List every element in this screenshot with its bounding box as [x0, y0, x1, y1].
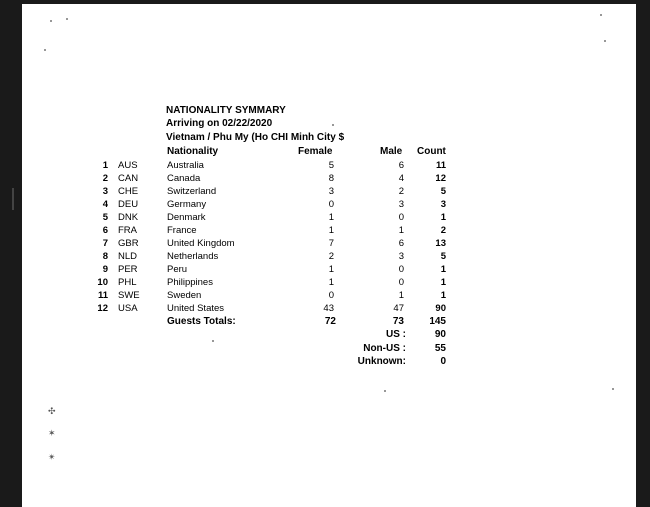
country-name: United States — [167, 303, 225, 314]
scan-speck — [212, 340, 214, 342]
male-total: 73 — [392, 316, 404, 327]
non-us-label: Non-US : — [363, 343, 406, 354]
country-code: DEU — [118, 199, 139, 210]
arrival-date-line: Arriving on 02/22/2020 — [166, 118, 273, 129]
table-row — [22, 303, 636, 316]
female-count: 5 — [328, 160, 334, 171]
scan-scribble: ✶ — [48, 429, 56, 439]
unknown-total: 0 — [440, 356, 446, 367]
row-index: 3 — [102, 186, 108, 197]
female-count: 1 — [328, 264, 334, 275]
total-count: 2 — [440, 225, 446, 236]
male-count: 3 — [398, 199, 404, 210]
row-index: 5 — [102, 212, 108, 223]
country-name: Denmark — [167, 212, 206, 223]
scan-scribble: ✣ — [48, 407, 56, 417]
total-count: 1 — [440, 264, 446, 275]
table-row — [22, 238, 636, 251]
country-code: NLD — [118, 251, 138, 262]
country-name: Switzerland — [167, 186, 217, 197]
male-count: 0 — [398, 212, 404, 223]
country-code: GBR — [118, 238, 139, 249]
female-count: 1 — [328, 225, 334, 236]
total-count: 12 — [435, 173, 446, 184]
country-name: France — [167, 225, 197, 236]
country-code: PER — [118, 264, 138, 275]
total-count: 1 — [440, 277, 446, 288]
row-index: 7 — [102, 238, 108, 249]
scan-speck — [604, 40, 606, 42]
scan-speck — [612, 388, 614, 390]
country-name: Netherlands — [167, 251, 219, 262]
total-count: 11 — [435, 160, 446, 171]
male-count: 1 — [398, 225, 404, 236]
table-row — [22, 186, 636, 199]
country-name: Australia — [167, 160, 204, 171]
scan-speck — [66, 18, 68, 20]
total-count: 1 — [440, 290, 446, 301]
female-count: 7 — [328, 238, 334, 249]
female-count: 0 — [328, 290, 334, 301]
country-code: CAN — [118, 173, 139, 184]
location-line: Vietnam / Phu My (Ho CHI Minh City $ — [166, 132, 345, 143]
female-total: 72 — [324, 316, 336, 327]
male-count: 47 — [393, 303, 404, 314]
female-count: 8 — [328, 173, 334, 184]
unknown-label: Unknown: — [357, 356, 406, 367]
row-index: 2 — [102, 173, 108, 184]
table-row — [22, 160, 636, 173]
country-code: CHE — [118, 186, 139, 197]
row-index: 4 — [102, 199, 108, 210]
male-count: 0 — [398, 277, 404, 288]
grand-total: 145 — [429, 316, 446, 327]
male-count: 6 — [398, 160, 404, 171]
row-index: 10 — [97, 277, 108, 288]
guests-totals-label: Guests Totals: — [167, 316, 236, 327]
country-code: DNK — [118, 212, 139, 223]
table-row — [22, 199, 636, 212]
total-count: 5 — [440, 186, 446, 197]
female-count: 43 — [323, 303, 334, 314]
male-count: 0 — [398, 264, 404, 275]
scan-speck — [44, 49, 46, 51]
total-count: 90 — [435, 303, 446, 314]
column-header-count: Count — [417, 146, 446, 157]
table-row — [22, 264, 636, 277]
scan-speck — [384, 390, 386, 392]
scan-speck — [50, 20, 52, 22]
scan-speck — [600, 14, 602, 16]
male-count: 6 — [398, 238, 404, 249]
country-name: Peru — [167, 264, 188, 275]
male-count: 3 — [398, 251, 404, 262]
country-code: FRA — [118, 225, 137, 236]
total-count: 1 — [440, 212, 446, 223]
row-index: 8 — [102, 251, 108, 262]
male-count: 2 — [398, 186, 404, 197]
male-count: 1 — [398, 290, 404, 301]
non-us-total: 55 — [434, 343, 446, 354]
table-row — [22, 212, 636, 225]
country-name: Sweden — [167, 290, 202, 301]
table-row — [22, 225, 636, 238]
female-count: 3 — [328, 186, 334, 197]
scan-speck — [332, 124, 334, 126]
female-count: 0 — [328, 199, 334, 210]
table-row — [22, 277, 636, 290]
total-count: 3 — [440, 199, 446, 210]
row-index: 12 — [97, 303, 108, 314]
male-count: 4 — [398, 173, 404, 184]
column-header-nationality: Nationality — [167, 146, 219, 157]
country-name: United Kingdom — [167, 238, 235, 249]
scan-edge-mark — [12, 188, 14, 210]
row-index: 1 — [102, 160, 108, 171]
table-row — [22, 290, 636, 303]
female-count: 1 — [328, 277, 334, 288]
us-total: 90 — [434, 329, 446, 340]
country-code: USA — [118, 303, 138, 314]
scanned-document-page — [22, 4, 636, 507]
scan-scribble: ✴ — [48, 453, 56, 463]
row-index: 11 — [97, 290, 108, 301]
row-index: 6 — [102, 225, 108, 236]
country-code: PHL — [118, 277, 137, 288]
total-count: 5 — [440, 251, 446, 262]
column-header-male: Male — [380, 146, 403, 157]
table-row — [22, 173, 636, 186]
table-row — [22, 251, 636, 264]
country-name: Philippines — [167, 277, 213, 288]
female-count: 1 — [328, 212, 334, 223]
country-name: Germany — [167, 199, 207, 210]
total-count: 13 — [435, 238, 446, 249]
country-code: SWE — [118, 290, 140, 301]
country-code: AUS — [118, 160, 138, 171]
us-label: US : — [386, 329, 406, 340]
column-header-female: Female — [298, 146, 333, 157]
report-title: NATIONALITY SYMMARY — [166, 105, 286, 116]
female-count: 2 — [328, 251, 334, 262]
row-index: 9 — [102, 264, 108, 275]
country-name: Canada — [167, 173, 201, 184]
